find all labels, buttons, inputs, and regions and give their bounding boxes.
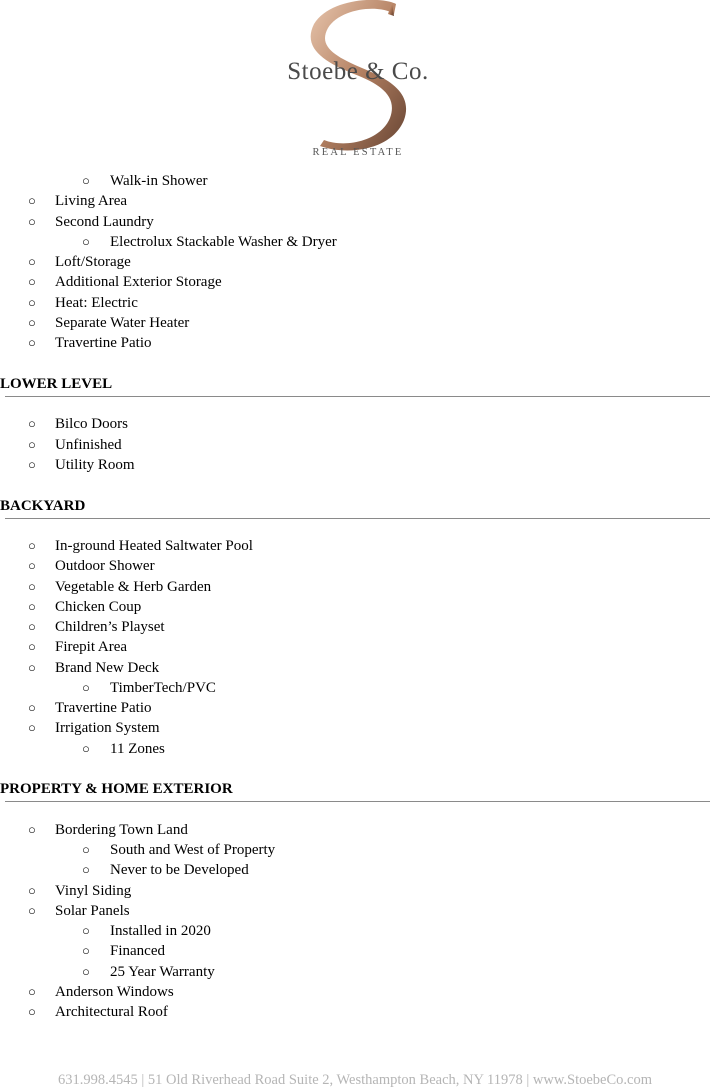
list-item-text: Children’s Playset xyxy=(55,619,165,635)
section-divider xyxy=(5,518,710,519)
list-item-text: Walk-in Shower xyxy=(110,173,208,189)
bullet-icon: ○ xyxy=(28,558,36,574)
bullet-icon: ○ xyxy=(28,538,36,553)
list-item-text: Chicken Coup xyxy=(55,598,142,615)
bullet-icon: ○ xyxy=(28,416,36,432)
bullet-icon: ○ xyxy=(82,679,90,695)
list-item-text: Irrigation System xyxy=(55,720,160,737)
list-item xyxy=(28,1002,168,1022)
list-item-text: Heat: Electric xyxy=(55,294,138,311)
list-item-text: Loft/Storage xyxy=(55,254,131,270)
list-item-text: Brand New Deck xyxy=(55,659,160,676)
list-item xyxy=(28,293,138,313)
list-item xyxy=(28,272,222,292)
bullet-icon: ○ xyxy=(28,274,36,290)
bullet-icon: ○ xyxy=(82,173,90,188)
list-item xyxy=(28,901,130,921)
section-heading: PROPERTY & HOME EXTERIOR xyxy=(0,781,233,798)
list-item-text: Utility Room xyxy=(55,456,135,473)
list-item xyxy=(28,617,165,637)
bullet-icon: ○ xyxy=(28,821,36,837)
bullet-icon: ○ xyxy=(82,233,90,249)
list-item-text: Anderson Windows xyxy=(55,983,174,1000)
section-divider xyxy=(5,396,710,397)
section-heading: LOWER LEVEL xyxy=(0,375,113,392)
sub-list-item xyxy=(82,678,216,698)
sub-list-item xyxy=(82,962,215,982)
sub-list-item xyxy=(82,860,249,880)
bullet-icon: ○ xyxy=(82,740,90,756)
list-item xyxy=(28,455,135,475)
bullet-icon: ○ xyxy=(28,639,36,655)
bullet-icon: ○ xyxy=(28,213,36,229)
list-item-text: Second Laundry xyxy=(55,213,154,230)
bullet-icon: ○ xyxy=(82,963,90,979)
bullet-icon: ○ xyxy=(28,314,36,330)
list-item-text: Outdoor Shower xyxy=(55,558,155,575)
list-item xyxy=(28,435,122,455)
bullet-icon: ○ xyxy=(28,578,36,594)
list-item-text: South and West of Property xyxy=(110,842,276,858)
list-item-text: Electrolux Stackable Washer & Dryer xyxy=(110,233,337,250)
bullet-icon: ○ xyxy=(28,254,36,269)
list-item-text: Solar Panels xyxy=(55,902,130,919)
list-item-text: Architectural Roof xyxy=(55,1004,168,1020)
sub-list-item xyxy=(82,171,208,191)
list-item-text: TimberTech/PVC xyxy=(110,679,216,696)
bullet-icon: ○ xyxy=(28,456,36,472)
list-item-text: Additional Exterior Storage xyxy=(55,274,222,291)
list-item xyxy=(28,698,152,718)
list-item xyxy=(28,252,131,272)
list-item xyxy=(28,414,128,434)
list-item xyxy=(28,577,212,597)
list-item-text: Financed xyxy=(110,943,165,960)
bullet-icon: ○ xyxy=(28,436,36,452)
bullet-icon: ○ xyxy=(82,923,90,938)
bullet-icon: ○ xyxy=(28,598,36,614)
bullet-icon: ○ xyxy=(28,1004,36,1019)
sub-list-item xyxy=(82,739,165,759)
bullet-icon: ○ xyxy=(28,902,36,918)
list-item xyxy=(28,658,160,678)
bullet-icon: ○ xyxy=(28,294,36,310)
company-logo xyxy=(268,0,448,164)
bullet-icon: ○ xyxy=(28,983,36,999)
logo-company-name: Stoebe & Co. xyxy=(287,58,429,85)
bullet-icon: ○ xyxy=(28,619,36,634)
list-item-text: Vinyl Siding xyxy=(55,882,132,899)
logo-tagline: REAL ESTATE xyxy=(312,147,404,158)
bullet-icon: ○ xyxy=(28,882,36,898)
list-item-text: Separate Water Heater xyxy=(55,314,190,331)
sub-list-item xyxy=(82,941,165,961)
sub-list-item xyxy=(82,232,337,252)
list-item-text: 25 Year Warranty xyxy=(110,963,215,980)
list-item xyxy=(28,637,128,657)
bullet-icon: ○ xyxy=(28,700,36,715)
list-item-text: Firepit Area xyxy=(55,639,128,656)
section-heading: BACKYARD xyxy=(0,497,86,514)
bullet-icon: ○ xyxy=(28,193,36,209)
list-item-text: Unfinished xyxy=(55,436,122,453)
list-item xyxy=(28,333,152,353)
list-item-text: Travertine Patio xyxy=(55,335,152,351)
section-divider xyxy=(5,801,710,802)
list-item xyxy=(28,597,142,617)
bullet-icon: ○ xyxy=(28,720,36,736)
list-item-text: Never to be Developed xyxy=(110,862,249,879)
list-item-text: Vegetable & Herb Garden xyxy=(55,578,212,595)
list-item-text: In-ground Heated Saltwater Pool xyxy=(55,538,253,554)
bullet-icon: ○ xyxy=(82,842,90,857)
list-item-text: Bordering Town Land xyxy=(55,821,188,838)
list-item-text: 11 Zones xyxy=(110,740,165,757)
sub-list-item xyxy=(82,921,211,941)
sub-list-item xyxy=(82,840,276,860)
list-item xyxy=(28,556,155,576)
list-item xyxy=(28,718,160,738)
bullet-icon: ○ xyxy=(28,335,36,350)
bullet-icon: ○ xyxy=(82,943,90,959)
list-item xyxy=(28,212,154,232)
footer-contact: 631.998.4545 | 51 Old Riverhead Road Suite 2, Westhampton Beach, NY 11978 | www.StoebeCo.com xyxy=(58,1072,652,1088)
list-item xyxy=(28,191,128,211)
list-item xyxy=(28,881,132,901)
list-item xyxy=(28,536,253,556)
list-item xyxy=(28,820,188,840)
list-item-text: Travertine Patio xyxy=(55,700,152,716)
list-item xyxy=(28,982,174,1002)
list-item-text: Installed in 2020 xyxy=(110,923,211,939)
bullet-icon: ○ xyxy=(28,659,36,675)
list-item-text: Living Area xyxy=(55,193,128,210)
list-item xyxy=(28,313,190,333)
list-item-text: Bilco Doors xyxy=(55,416,128,433)
bullet-icon: ○ xyxy=(82,862,90,878)
